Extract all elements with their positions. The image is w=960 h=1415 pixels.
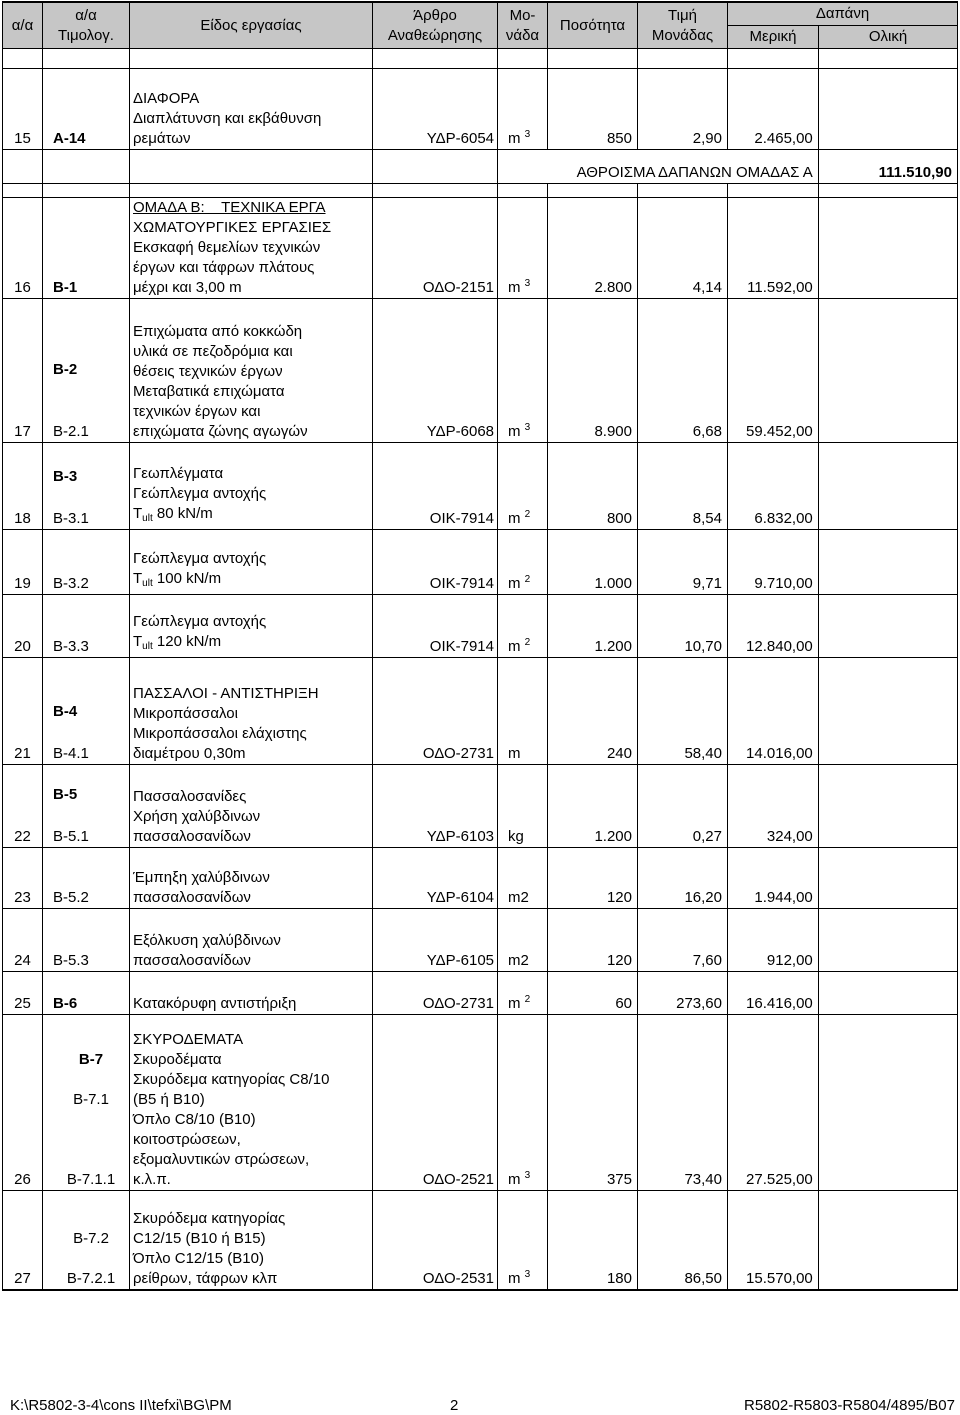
row-unit: kg	[498, 765, 548, 848]
row-description: Πασσαλοσανίδες Χρήση χαλύβδινων πασσαλοσανίδων	[130, 765, 373, 848]
row-unit: m2	[498, 848, 548, 909]
row-unit-price: 6,68	[638, 299, 728, 443]
row-partial-cost: 912,00	[728, 909, 819, 972]
header-meriki: Μερική	[728, 26, 819, 48]
table-row	[3, 595, 958, 658]
row-article: ΥΔΡ-6054	[373, 69, 498, 150]
row-code: Β-3 Β-3.1	[43, 443, 130, 530]
table-row	[3, 765, 958, 848]
row-partial-cost: 12.840,00	[728, 595, 819, 658]
row-quantity: 800	[548, 443, 638, 530]
table-row	[3, 69, 958, 150]
table-row	[3, 848, 958, 909]
row-partial-cost: 2.465,00	[728, 69, 819, 150]
header-arthro: Άρθρο Αναθεώρησης	[373, 2, 498, 49]
group-sum-label: ΑΘΡΟΙΣΜΑ ΔΑΠΑΝΩΝ ΟΜΑΔΑΣ Α	[498, 150, 819, 184]
row-partial-cost: 14.016,00	[728, 658, 819, 765]
header-aa-timologiou: α/α Τιμολογ.	[43, 2, 130, 49]
row-unit: m $^2$	[498, 443, 548, 530]
row-article: ΥΔΡ-6105	[373, 909, 498, 972]
row-code: Β-2 Β-2.1	[43, 299, 130, 443]
row-unit: m $^3$	[498, 69, 548, 150]
row-unit-price: 58,40	[638, 658, 728, 765]
row-unit-price: 0,27	[638, 765, 728, 848]
row-unit-price: 8,54	[638, 443, 728, 530]
row-partial-cost: 59.452,00	[728, 299, 819, 443]
page-footer	[10, 1397, 955, 1415]
row-quantity: 120	[548, 909, 638, 972]
row-unit: m $^3$	[498, 198, 548, 299]
row-aa: 25	[3, 972, 43, 1015]
row-partial-cost: 16.416,00	[728, 972, 819, 1015]
row-partial-cost: 27.525,00	[728, 1015, 819, 1191]
table-row	[3, 1191, 958, 1290]
row-partial-cost: 6.832,00	[728, 443, 819, 530]
row-unit: m2	[498, 909, 548, 972]
header-dapani: Δαπάνη Μερική Ολική	[728, 2, 958, 49]
row-description: Γεωπλέγματα Γεώπλεγμα αντοχής $T_{ult}$ 80 kN/m	[130, 443, 373, 530]
row-code: Β-7.2 Β-7.2.1	[43, 1191, 130, 1290]
row-description: ΔΙΑΦΟΡΑ Διαπλάτυνση και εκβάθυνση ρεμάτων	[130, 69, 373, 150]
price-table-sheet	[2, 1, 958, 1291]
row-description: ΣΚΥΡΟΔΕΜΑΤΑ Σκυροδέματα Σκυρόδεμα κατηγορίας C8/10 (Β5 ή Β10) Όπλο C8/10 (Β10) κοιτοστρώσεων, εξομαλυντικών στρώσεων, κ.λ.π.	[130, 1015, 373, 1191]
row-quantity: 1.000	[548, 530, 638, 595]
row-article: ΟΔΟ-2531	[373, 1191, 498, 1290]
table-row	[3, 299, 958, 443]
row-aa: 17	[3, 299, 43, 443]
row-unit-price: 9,71	[638, 530, 728, 595]
row-description: ΠΑΣΣΑΛΟΙ - ΑΝΤΙΣΤΗΡΙΞΗ Μικροπάσσαλοι Μικροπάσσαλοι ελάχιστης διαμέτρου 0,30m	[130, 658, 373, 765]
row-code: Β-5.3	[43, 909, 130, 972]
row-unit-price: 7,60	[638, 909, 728, 972]
row-description: Έμπηξη χαλύβδινων πασσαλοσανίδων	[130, 848, 373, 909]
row-article: ΟΙΚ-7914	[373, 530, 498, 595]
row-article: ΥΔΡ-6103	[373, 765, 498, 848]
table-row	[3, 198, 958, 299]
row-aa: 27	[3, 1191, 43, 1290]
row-unit: m $^2$	[498, 595, 548, 658]
row-unit: m $^2$	[498, 530, 548, 595]
table-row	[3, 972, 958, 1015]
row-code: Β-6	[43, 972, 130, 1015]
row-code: Β-1	[43, 198, 130, 299]
table-row	[3, 530, 958, 595]
row-unit: m $^2$	[498, 972, 548, 1015]
row-aa: 24	[3, 909, 43, 972]
row-description: Κατακόρυφη αντιστήριξη	[130, 972, 373, 1015]
row-unit-price: 4,14	[638, 198, 728, 299]
row-quantity: 60	[548, 972, 638, 1015]
row-unit: m $^3$	[498, 1191, 548, 1290]
row-aa: 23	[3, 848, 43, 909]
row-aa: 20	[3, 595, 43, 658]
row-unit-price: 86,50	[638, 1191, 728, 1290]
row-quantity: 2.800	[548, 198, 638, 299]
table-row	[3, 1015, 958, 1191]
row-quantity: 8.900	[548, 299, 638, 443]
header-monada: Μο- νάδα	[498, 2, 548, 49]
row-description: Σκυρόδεμα κατηγορίας C12/15 (Β10 ή Β15) Όπλο C12/15 (Β10) ρείθρων, τάφρων κλπ	[130, 1191, 373, 1290]
row-aa: 26	[3, 1015, 43, 1191]
row-article: ΥΔΡ-6104	[373, 848, 498, 909]
row-code: Β-3.3	[43, 595, 130, 658]
row-code: Β-7 Β-7.1 Β-7.1.1	[43, 1015, 130, 1191]
row-code: Β-4 Β-4.1	[43, 658, 130, 765]
row-quantity: 240	[548, 658, 638, 765]
row-unit-price: 2,90	[638, 69, 728, 150]
row-article: ΟΔΟ-2521	[373, 1015, 498, 1191]
row-code: Β-5.2	[43, 848, 130, 909]
row-quantity: 120	[548, 848, 638, 909]
row-aa: 18	[3, 443, 43, 530]
row-code: Α-14	[43, 69, 130, 150]
table-header	[3, 2, 958, 49]
row-unit: m $^3$	[498, 299, 548, 443]
row-unit: m	[498, 658, 548, 765]
row-article: ΟΔΟ-2151	[373, 198, 498, 299]
row-partial-cost: 9.710,00	[728, 530, 819, 595]
footer-page-number: 2	[450, 1397, 459, 1414]
header-posotita: Ποσότητα	[548, 2, 638, 49]
header-oliki: Ολική	[868, 28, 908, 45]
row-article: ΟΙΚ-7914	[373, 595, 498, 658]
row-article: ΟΔΟ-2731	[373, 658, 498, 765]
row-description: Επιχώματα από κοκκώδη υλικά σε πεζοδρόμια και θέσεις τεχνικών έργων Μεταβατικά επιχώματα τεχνικών έργων και επιχώματα ζώνης αγωγών	[130, 299, 373, 443]
header-aa: α/α	[3, 2, 43, 49]
price-table	[2, 1, 958, 1291]
row-code: Β-3.2	[43, 530, 130, 595]
header-timi-monadas: Τιμή Μονάδας	[638, 2, 728, 49]
row-aa: 19	[3, 530, 43, 595]
group-sum-total: 111.510,90	[818, 150, 957, 184]
table-row	[3, 443, 958, 530]
footer-reference: R5802-R5803-R5804/4895/B07	[744, 1397, 955, 1414]
row-quantity: 850	[548, 69, 638, 150]
row-description: Γεώπλεγμα αντοχής $T_{ult}$ 100 kN/m	[130, 530, 373, 595]
row-quantity: 1.200	[548, 765, 638, 848]
row-unit: m $^3$	[498, 1015, 548, 1191]
row-unit-price: 16,20	[638, 848, 728, 909]
row-quantity: 1.200	[548, 595, 638, 658]
row-aa: 15	[3, 69, 43, 150]
row-unit-price: 73,40	[638, 1015, 728, 1191]
header-eidos-ergasias: Είδος εργασίας	[130, 2, 373, 49]
group-sum-row	[3, 150, 958, 184]
table-row	[3, 658, 958, 765]
row-description: Γεώπλεγμα αντοχής $T_{ult}$ 120 kN/m	[130, 595, 373, 658]
row-aa: 21	[3, 658, 43, 765]
row-article: ΟΔΟ-2731	[373, 972, 498, 1015]
row-partial-cost: 15.570,00	[728, 1191, 819, 1290]
row-aa: 22	[3, 765, 43, 848]
row-unit-price: 273,60	[638, 972, 728, 1015]
row-article: ΟΙΚ-7914	[373, 443, 498, 530]
row-description: ΟΜΑΔΑ Β: ΤΕΧΝΙΚΑ ΕΡΓΑ ΧΩΜΑΤΟΥΡΓΙΚΕΣ ΕΡΓΑΣΙΕΣ Εκσκαφή θεμελίων τεχνικών έργων και τάφρων πλάτους μέχρι και 3,00 m	[130, 198, 373, 299]
row-quantity: 180	[548, 1191, 638, 1290]
row-article: ΥΔΡ-6068	[373, 299, 498, 443]
row-aa: 16	[3, 198, 43, 299]
table-row	[3, 909, 958, 972]
row-partial-cost: 11.592,00	[728, 198, 819, 299]
row-code: Β-5 Β-5.1	[43, 765, 130, 848]
row-unit-price: 10,70	[638, 595, 728, 658]
row-partial-cost: 324,00	[728, 765, 819, 848]
row-quantity: 375	[548, 1015, 638, 1191]
row-description: Εξόλκυση χαλύβδινων πασσαλοσανίδων	[130, 909, 373, 972]
footer-file-path: K:\R5802-3-4\cons II\tefxi\BG\PM	[10, 1397, 232, 1414]
row-partial-cost: 1.944,00	[728, 848, 819, 909]
group-title: ΟΜΑΔΑ Β: ΤΕΧΝΙΚΑ ΕΡΓΑ	[133, 199, 326, 216]
